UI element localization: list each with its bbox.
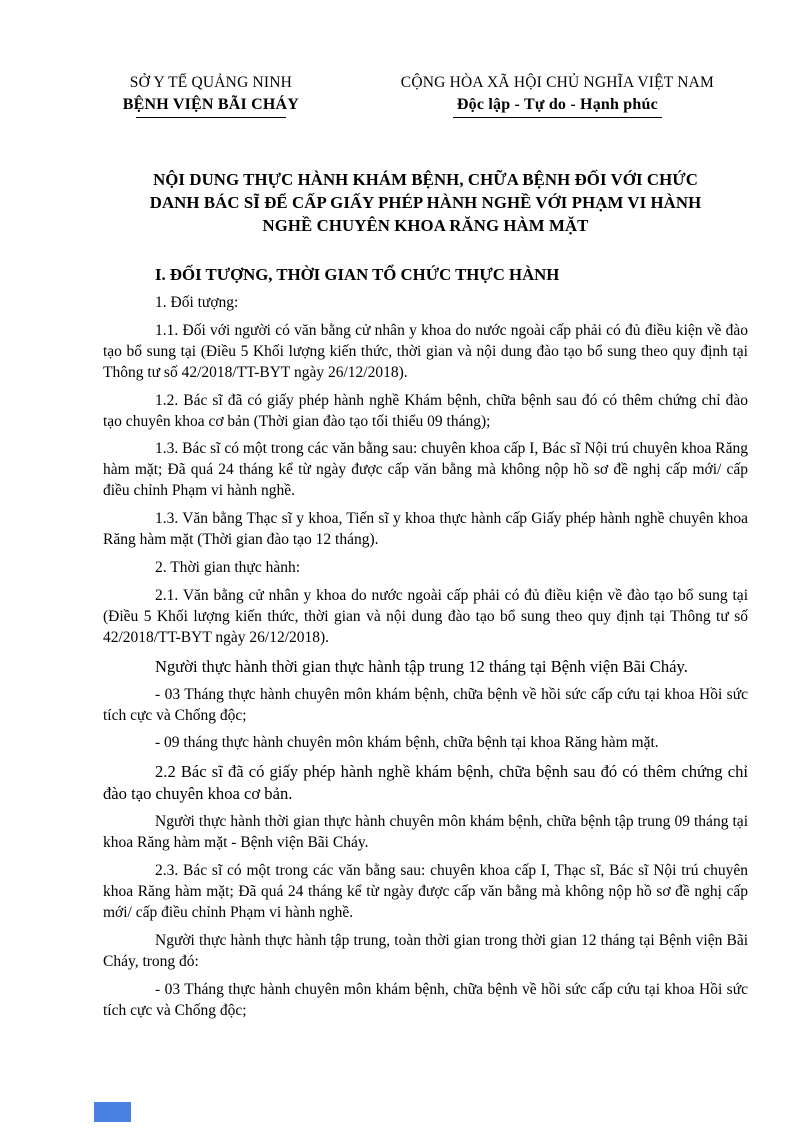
header-national-title <box>367 72 748 118</box>
document-title-line: NỘI DUNG THỰC HÀNH KHÁM BỆNH, CHỮA BỆNH ĐỐI VỚI CHỨC <box>153 170 698 189</box>
paragraph: Người thực hành thời gian thực hành chuyên môn khám bệnh, chữa bệnh tập trung 09 tháng tại khoa Răng hàm mặt - Bệnh viện Bãi Cháy. <box>103 813 748 852</box>
national-name: CỘNG HÒA XÃ HỘI CHỦ NGHĨA VIỆT NAM <box>400 74 715 91</box>
org-parent-name: SỞ Y TẾ QUẢNG NINH <box>129 74 293 91</box>
paragraph: 1.3. Bác sĩ có một trong các văn bằng sau: chuyên khoa cấp I, Bác sĩ Nội trú chuyên khoa Răng hàm mặt; Đã quá 24 tháng kể từ ngày được cấp văn bằng mà không nộp hồ sơ đề nghị cấp mới/ cấp điều chỉnh Phạm vi hành nghề. <box>103 440 748 500</box>
paragraph: 2. Thời gian thực hành: <box>155 558 301 576</box>
section-heading: I. ĐỐI TƯỢNG, THỜI GIAN TỔ CHỨC THỰC HÀNH <box>155 265 560 284</box>
document-body <box>103 293 748 1021</box>
paragraph: - 03 Tháng thực hành chuyên môn khám bệnh, chữa bệnh về hồi sức cấp cứu tại khoa Hồi sức tích cực và Chống độc; <box>103 980 748 1019</box>
paragraph: 1.1. Đối với người có văn bằng cử nhân y khoa do nước ngoài cấp phải có đủ điều kiện về đào tạo bổ sung tại (Điều 5 Khối lượng kiến thức, thời gian và nội dung đào tạo bổ sung theo quy định tại Thông tư số 42/2018/TT-BYT ngày 26/12/2018). <box>103 321 748 381</box>
paragraph: 1.2. Bác sĩ đã có giấy phép hành nghề Khám bệnh, chữa bệnh sau đó có thêm chứng chỉ đào tạo chuyên khoa cơ bản (Thời gian đào tạo tối thiểu 09 tháng); <box>103 391 748 430</box>
org-name-underline <box>136 117 286 118</box>
paragraph: 1.3. Văn bằng Thạc sĩ y khoa, Tiến sĩ y khoa thực hành cấp Giấy phép hành nghề chuyên khoa Răng hàm mặt (Thời gian đào tạo 12 tháng). <box>103 510 748 549</box>
paragraph: 2.3. Bác sĩ có một trong các văn bằng sau: chuyên khoa cấp I, Thạc sĩ, Bác sĩ Nội trú chuyên khoa Răng hàm mặt; Đã quá 24 tháng kể từ ngày được cấp văn bằng mà không nộp hồ sơ đề nghị cấp mới/ cấp điều chỉnh Phạm vi hành nghề. <box>103 862 748 921</box>
paragraph: - 03 Tháng thực hành chuyên môn khám bệnh, chữa bệnh về hồi sức cấp cứu tại khoa Hồi sức tích cực và Chống độc; <box>103 685 748 724</box>
paragraph: Người thực hành thực hành tập trung, toàn thời gian trong thời gian 12 tháng tại Bệnh viện Bãi Cháy, trong đó: <box>103 931 748 970</box>
paragraph: Người thực hành thời gian thực hành tập trung 12 tháng tại Bệnh viện Bãi Cháy. <box>155 656 688 676</box>
document-title-line: NGHỀ CHUYÊN KHOA RĂNG HÀM MẶT <box>262 216 589 235</box>
document-content <box>103 0 748 1021</box>
paragraph: 2.2 Bác sĩ đã có giấy phép hành nghề khám bệnh, chữa bệnh sau đó có thêm chứng chỉ đào tạo chuyên khoa cơ bản. <box>103 762 748 804</box>
document-header <box>55 72 748 118</box>
paragraph: 2.1. Văn bằng cử nhân y khoa do nước ngoài cấp phải có đủ điều kiện về đào tạo bổ sung tại (Điều 5 Khối lượng kiến thức, thời gian và nội dung đào tạo bổ sung theo quy định tại Thông tư số 42/2018/TT-BYT ngày 26/12/2018). <box>103 586 748 646</box>
blue-highlight-marker <box>94 1102 131 1122</box>
national-motto-text: Độc lập - Tự do - Hạnh phúc <box>453 94 662 118</box>
header-issuing-org <box>55 72 367 118</box>
org-hospital-name: BỆNH VIỆN BÃI CHÁY <box>122 96 300 113</box>
paragraph: 1. Đối tượng: <box>155 294 239 311</box>
paragraph: - 09 tháng thực hành chuyên môn khám bệnh, chữa bệnh tại khoa Răng hàm mặt. <box>155 734 659 752</box>
national-motto <box>367 94 748 118</box>
document-title-line: DANH BÁC SĨ ĐỂ CẤP GIẤY PHÉP HÀNH NGHỀ VỚI PHẠM VI HÀNH <box>149 193 702 212</box>
document-title <box>103 168 748 237</box>
